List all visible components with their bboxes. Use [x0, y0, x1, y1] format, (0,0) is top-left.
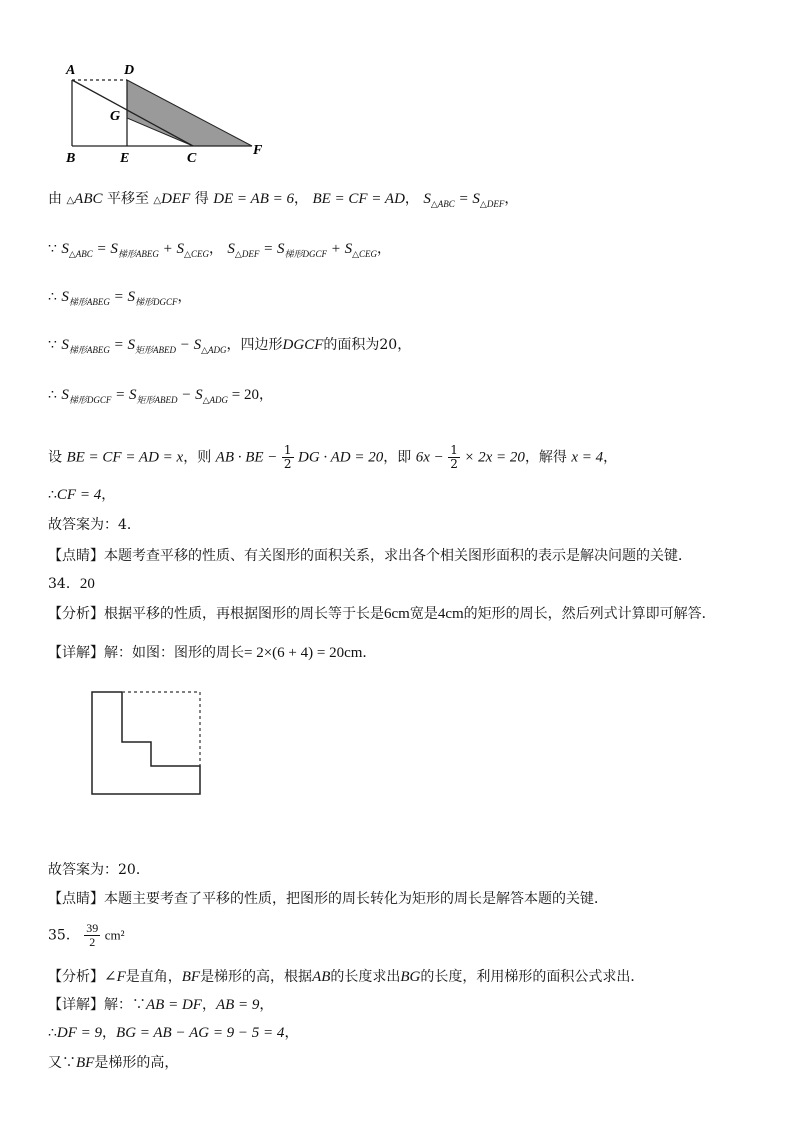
label-a: A [66, 63, 76, 78]
analysis-35: 【分析】∠F是直角，BF是梯形的高，根据AB的长度求出BG的长度，利用梯形的面积公式求出． [48, 969, 645, 985]
analysis-34: 【分析】根据平移的性质，再根据图形的周长等于长是6cm宽是4cm的矩形的周长，然后列式计算即可解答． [48, 606, 716, 622]
line-equation-setup: 设 BE = CF = AD = x，则 AB · BE − $\frac{1}{2}$ DG · AD = 20，即 6x − $\frac{1}{2}$ × 2x = 20，解得 x = 4， [48, 443, 618, 471]
line-area-relations: ∵ $S_{\triangle ABC} = S_{梯形ABEG} + S_{\triangle CEG}$， $S_{\triangle DEF} = S_{梯形DGCF} + S_{\triangle CEG}$， [48, 241, 392, 259]
detail-35-line1: 【详解】解：∵AB = DF，AB = 9， [48, 997, 274, 1013]
line-translation-given: 由 △ABC 平移至 △DEF 得 DE = AB = 6， BE = CF = AD， $S_{\triangle ABC} = S_{\triangle DEF}$， [48, 191, 519, 209]
comment-line-33: 【点睛】本题考查平移的性质、有关图形的面积关系，求出各个相关图形面积的表示是解决问题的关键． [48, 548, 692, 564]
dashed-rectangle-edge [122, 692, 200, 766]
answer-line-33: 故答案为：4． [48, 517, 141, 533]
translation-figure [60, 58, 280, 168]
question-34-header: 34．20 [48, 576, 95, 592]
question-35-header: 35． $\frac{39}{2}$ cm² [48, 921, 125, 949]
line-trapezoids-equal: ∴ $S_{梯形ABEG} = S_{梯形DGCF}$， [48, 289, 192, 307]
detail-34: 【详解】解：如图：图形的周长= 2×(6 + 4) = 20cm． [48, 645, 377, 661]
detail-35-line2: ∴DF = 9，BG = AB − AG = 9 − 5 = 4， [48, 1025, 299, 1041]
label-b: B [66, 151, 76, 166]
detail-35-line3: 又∵BF是梯形的高， [48, 1055, 179, 1071]
label-f: F [253, 143, 263, 158]
label-e: E [120, 151, 130, 166]
staircase-outline [92, 692, 200, 794]
shaded-trapezoid-dgcf [127, 80, 252, 146]
comment-line-34: 【点睛】本题主要考查了平移的性质，把图形的周长转化为矩形的周长是解答本题的关键． [48, 891, 608, 907]
staircase-figure [50, 686, 220, 842]
label-d: D [124, 63, 135, 78]
label-g: G [110, 109, 121, 124]
line-cf-result: ∴CF = 4， [48, 487, 116, 503]
answer-line-34: 故答案为：20． [48, 862, 150, 878]
label-c: C [187, 151, 197, 166]
line-trapezoid-area: ∵ $S_{梯形ABEG} = S_{矩形ABED} - S_{\triangle ADG}$，四边形DGCF的面积为20， [48, 337, 412, 355]
line-area-equals-20: ∴ $S_{梯形DGCF} = S_{矩形ABED} - S_{\triangle ADG} = 20$， [48, 387, 274, 405]
